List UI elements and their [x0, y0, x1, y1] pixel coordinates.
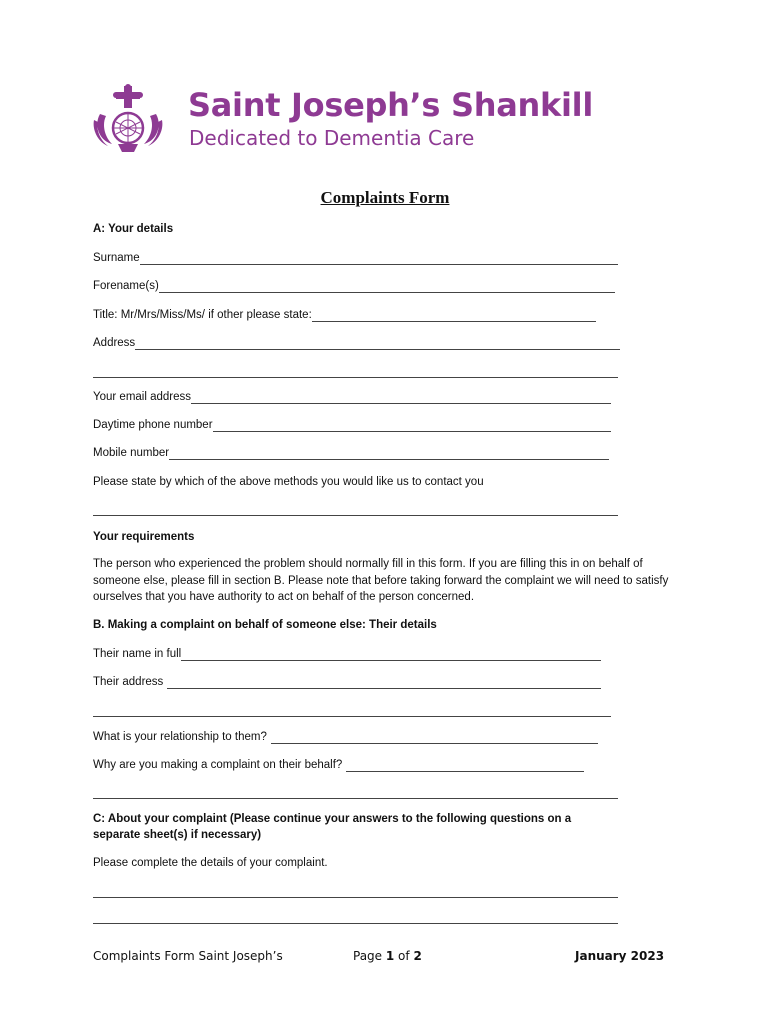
complaint-details-line-1[interactable]	[93, 897, 618, 898]
address-line[interactable]	[135, 338, 620, 350]
their-address-line[interactable]	[167, 677, 601, 689]
relationship-label: What is your relationship to them?	[93, 731, 267, 743]
footer-left: Complaints Form Saint Joseph’s	[93, 949, 283, 963]
contact-method-line[interactable]	[93, 515, 618, 516]
forenames-field[interactable]	[93, 279, 615, 293]
footer-date: January 2023	[575, 949, 665, 963]
why-field[interactable]	[93, 758, 584, 772]
email-line[interactable]	[191, 392, 611, 404]
address-label: Address	[93, 337, 136, 349]
daytime-phone-line[interactable]	[213, 420, 611, 432]
footer-page-number: Page 1 of 2	[353, 949, 422, 963]
section-b-heading: B. Making a complaint on behalf of someone else: Their details	[93, 619, 437, 631]
section-c-heading-line2: separate sheet(s) if necessary)	[93, 829, 262, 841]
address-line-2[interactable]	[93, 377, 618, 378]
section-c-heading-line1: C: About your complaint (Please continue your answers to the following questions on a	[93, 813, 572, 825]
their-address-field[interactable]	[93, 675, 601, 689]
cross-thistle-emblem-icon	[92, 84, 184, 154]
address-field[interactable]	[93, 336, 620, 350]
surname-field[interactable]	[93, 251, 618, 265]
their-name-label: Their name in full	[93, 648, 182, 660]
relationship-line[interactable]	[271, 732, 598, 744]
daytime-phone-label: Daytime phone number	[93, 419, 213, 431]
surname-label: Surname	[93, 252, 140, 264]
forenames-label: Forename(s)	[93, 280, 159, 292]
contact-method-label: Please state by which of the above methods you would like us to contact you	[93, 476, 484, 488]
mobile-field[interactable]	[93, 446, 609, 460]
complaint-details-label: Please complete the details of your complaint.	[93, 857, 328, 869]
title-field[interactable]	[93, 308, 596, 322]
page-title: Complaints Form	[320, 188, 450, 207]
org-name: Saint Joseph’s Shankill	[188, 86, 593, 124]
why-line-2[interactable]	[93, 798, 618, 799]
daytime-phone-field[interactable]	[93, 418, 611, 432]
why-label: Why are you making a complaint on their behalf?	[93, 759, 343, 771]
header-logo	[92, 84, 592, 154]
why-line[interactable]	[346, 760, 584, 772]
mobile-line[interactable]	[169, 448, 609, 460]
title-label: Title: Mr/Mrs/Miss/Ms/ if other please state:	[93, 309, 312, 321]
their-name-field[interactable]	[93, 647, 601, 661]
section-a-heading: A: Your details	[93, 223, 174, 235]
relationship-field[interactable]	[93, 730, 598, 744]
title-line[interactable]	[312, 310, 596, 322]
requirements-heading: Your requirements	[93, 531, 195, 543]
surname-line[interactable]	[140, 253, 618, 265]
requirements-text: The person who experienced the problem should normally fill in this form. If you are filling this in on behalf of someone else, please fill in section B. Please note that before taking forward the complaint we will need to satisfy ourselves that you have authority to act on behalf of the person concerned.	[93, 558, 669, 603]
org-tagline: Dedicated to Dementia Care	[189, 126, 475, 150]
complaint-details-line-2[interactable]	[93, 923, 618, 924]
their-name-line[interactable]	[181, 649, 601, 661]
forenames-line[interactable]	[159, 281, 615, 293]
email-field[interactable]	[93, 390, 611, 404]
their-address-line-2[interactable]	[93, 716, 611, 717]
their-address-label: Their address	[93, 676, 164, 688]
mobile-label: Mobile number	[93, 447, 170, 459]
email-label: Your email address	[93, 391, 192, 403]
